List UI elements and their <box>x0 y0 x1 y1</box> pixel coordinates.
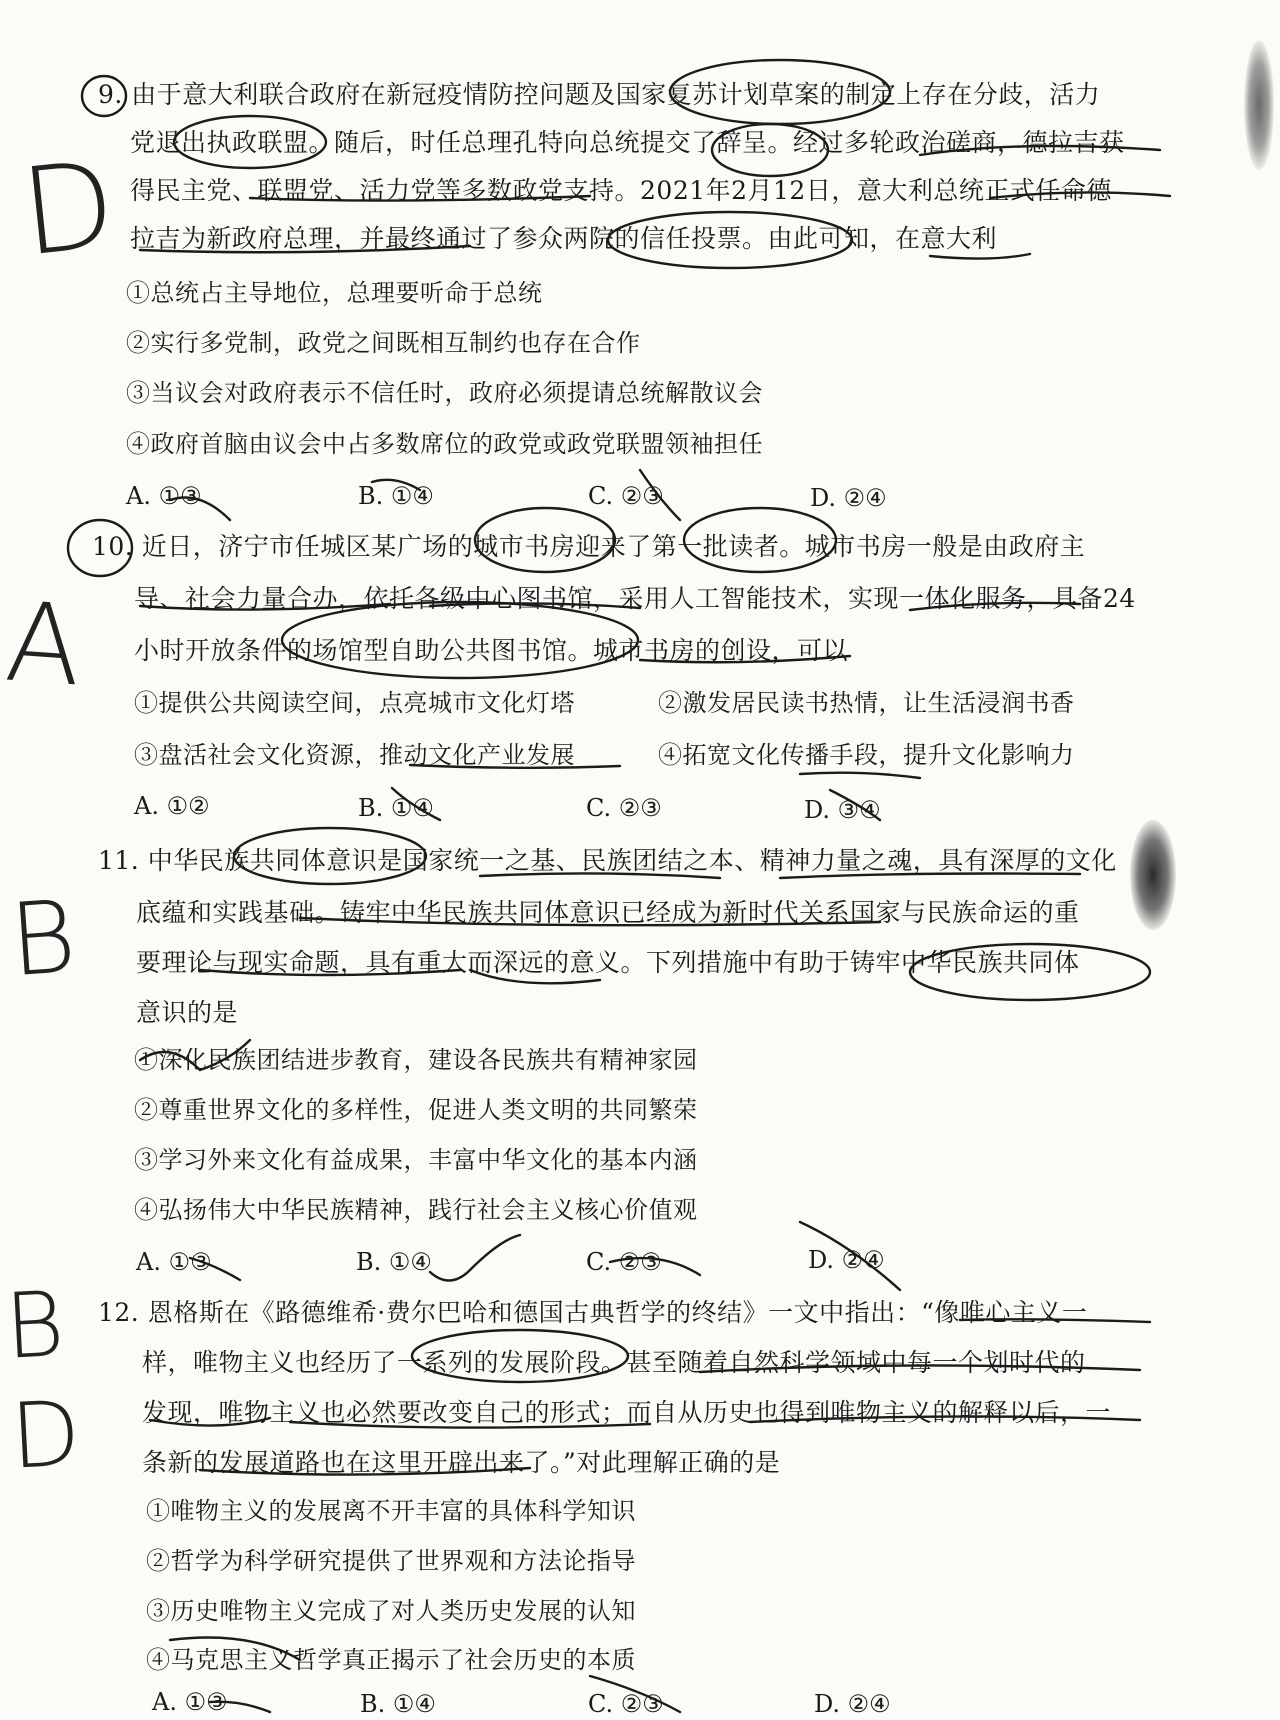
question-12-choice-a: A. ①③ <box>152 1688 228 1716</box>
handwritten-answer-11: B <box>5 877 80 1000</box>
scan-smudge-edge <box>1244 40 1274 170</box>
question-11-option-4: ④弘扬伟大中华民族精神，践行社会主义核心价值观 <box>134 1196 698 1224</box>
question-12-option-3: ③历史唯物主义完成了对人类历史发展的认知 <box>146 1597 636 1625</box>
underline-mark <box>800 773 920 778</box>
question-11-choice-d: D. ②④ <box>808 1246 885 1274</box>
question-10-option-4: ④拓宽文化传播手段，提升文化影响力 <box>658 741 1075 769</box>
question-12-choice-d: D. ②④ <box>814 1690 891 1718</box>
question-11-option-3: ③学习外来文化有益成果，丰富中华文化的基本内涵 <box>134 1146 698 1174</box>
question-10-line-2: 导、社会力量合办，依托各级中心图书馆，采用人工智能技术，实现一体化服务，具备24 <box>134 584 1136 613</box>
question-11-line-3: 要理论与现实命题，具有重大而深远的意义。下列措施中有助于铸牢中华民族共同体 <box>136 948 1080 977</box>
question-9-line-4: 拉吉为新政府总理，并最终通过了参众两院的信任投票。由此可知，在意大利 <box>130 224 998 253</box>
question-12-line-2: 样，唯物主义也经历了一系列的发展阶段。甚至随着自然科学领域中每一个划时代的 <box>142 1348 1086 1377</box>
question-11-choice-b: B. ①④ <box>356 1248 432 1276</box>
question-12-line-1: 12. 恩格斯在《路德维希·费尔巴哈和德国古典哲学的终结》一文中指出：“像唯心主义一 <box>98 1298 1088 1327</box>
question-12-choice-c: C. ②③ <box>588 1690 664 1718</box>
question-9-option-3: ③当议会对政府表示不信任时，政府必须提请总统解散议会 <box>126 379 763 407</box>
question-12-option-2: ②哲学为科学研究提供了世界观和方法论指导 <box>146 1547 636 1575</box>
question-11-line-2: 底蕴和实践基础。铸牢中华民族共同体意识已经成为新时代关系国家与民族命运的重 <box>136 898 1080 927</box>
question-9-choice-d: D. ②④ <box>810 484 887 512</box>
handwritten-answer-10: A <box>1 577 86 711</box>
question-11-line-4: 意识的是 <box>136 998 239 1027</box>
question-10-choice-d: D. ③④ <box>804 796 881 824</box>
question-10-option-1: ①提供公共阅读空间，点亮城市文化灯塔 <box>134 689 575 717</box>
question-9-line-1: 9. 由于意大利联合政府在新冠疫情防控问题及国家复苏计划草案的制定上存在分歧，活力 <box>98 80 1101 109</box>
question-10-option-3: ③盘活社会文化资源，推动文化产业发展 <box>134 741 575 769</box>
question-11-line-1: 11. 中华民族共同体意识是国家统一之基、民族团结之本、精神力量之魂，具有深厚的文化 <box>98 846 1117 875</box>
question-10-line-3: 小时开放条件的场馆型自助公共图书馆。城市书房的创设，可以 <box>134 636 849 665</box>
question-9-choice-b: B. ①④ <box>358 482 434 510</box>
question-9-option-4: ④政府首脑由议会中占多数席位的政党或政党联盟领袖担任 <box>126 430 763 458</box>
scan-smudge <box>1130 820 1176 930</box>
question-9-option-2: ②实行多党制，政党之间既相互制约也存在合作 <box>126 329 641 357</box>
question-9-option-1: ①总统占主导地位，总理要听命于总统 <box>126 279 543 307</box>
question-9-line-3: 得民主党、联盟党、活力党等多数政党支持。2021年2月12日，意大利总统正式任命德 <box>130 176 1112 205</box>
question-11-option-1: ①深化民族团结进步教育，建设各民族共有精神家园 <box>134 1046 698 1074</box>
check-mark <box>430 1235 520 1281</box>
question-9-choice-a: A. ①③ <box>126 482 202 510</box>
question-12-line-4: 条新的发展道路也在这里开辟出来了。”对此理解正确的是 <box>142 1448 781 1477</box>
question-12-choice-b: B. ①④ <box>360 1690 436 1718</box>
question-12-option-1: ①唯物主义的发展离不开丰富的具体科学知识 <box>146 1497 636 1525</box>
question-10-line-1: 10. 近日，济宁市任城区某广场的城市书房迎来了第一批读者。城市书房一般是由政府主 <box>92 532 1086 561</box>
question-11-choice-c: C. ②③ <box>586 1248 662 1276</box>
question-9-choice-c: C. ②③ <box>588 482 664 510</box>
question-11-option-2: ②尊重世界文化的多样性，促进人类文明的共同繁荣 <box>134 1096 698 1124</box>
question-12-line-3: 发现，唯物主义也必然要改变自己的形式；而自从历史也得到唯物主义的解释以后，一 <box>142 1398 1112 1427</box>
question-10-choice-c: C. ②③ <box>586 794 662 822</box>
question-10-option-2: ②激发居民读书热情，让生活浸润书香 <box>658 689 1075 717</box>
question-11-choice-a: A. ①③ <box>136 1248 212 1276</box>
handwritten-answer-12: B D <box>2 1271 83 1490</box>
question-10-choice-b: B. ①④ <box>358 794 434 822</box>
question-12-option-4: ④马克思主义哲学真正揭示了社会历史的本质 <box>146 1646 636 1674</box>
question-9-line-2: 党退出执政联盟。随后，时任总理孔特向总统提交了辞呈。经过多轮政治磋商，德拉吉获 <box>130 128 1125 157</box>
question-10-choice-a: A. ①② <box>134 792 210 820</box>
handwritten-answer-9: D <box>14 135 122 284</box>
